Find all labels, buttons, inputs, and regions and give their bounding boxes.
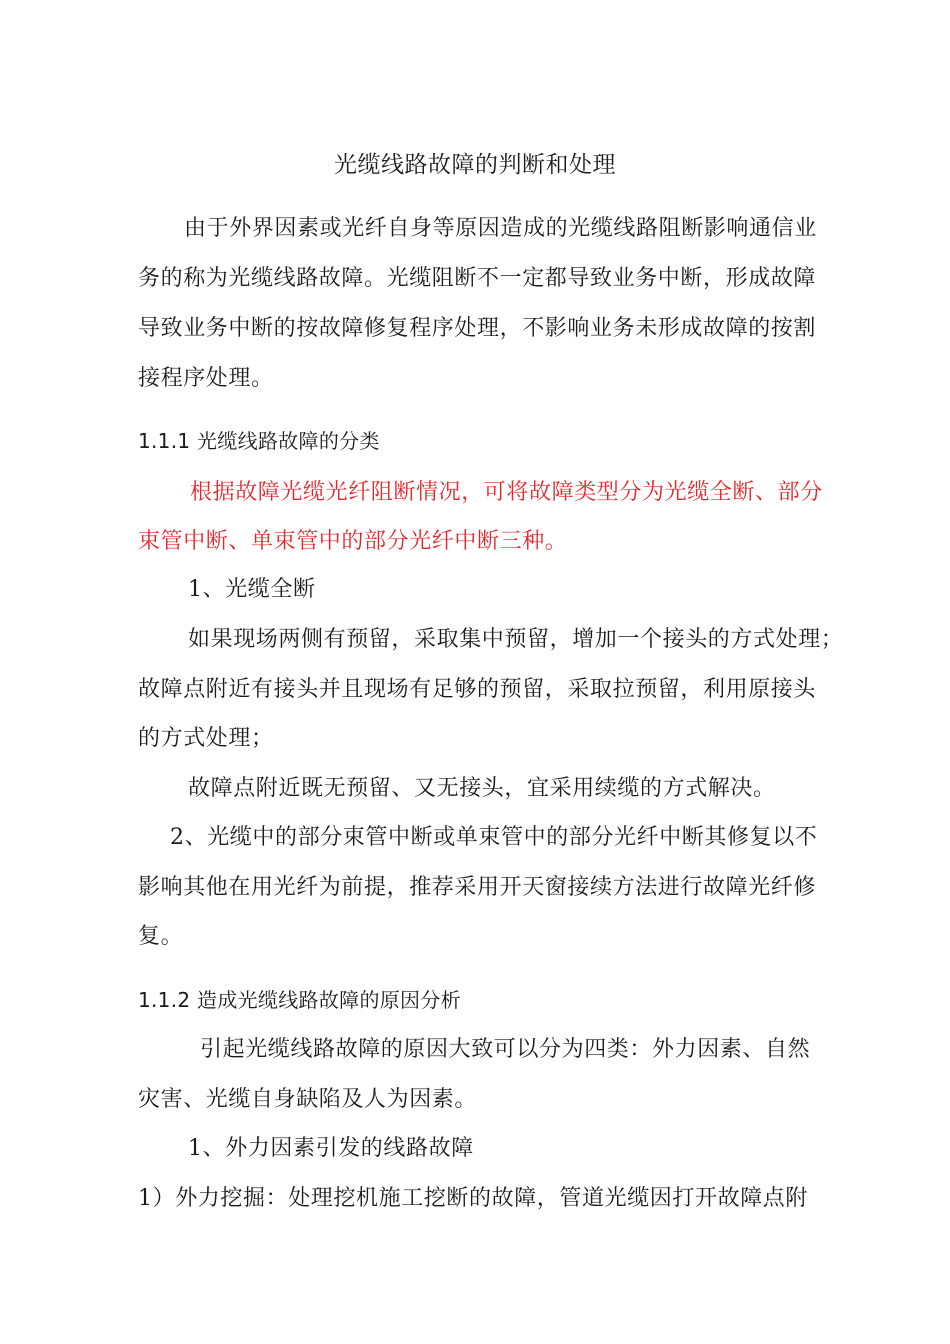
full-break-line-4: 故障点附近既无预留、又无接头，宜采用续缆的方式解决。 [188,776,776,801]
intro-line-1: 由于外界因素或光纤自身等原因造成的光缆线路阻断影响通信业 [184,216,817,241]
intro-line-2: 务的称为光缆线路故障。光缆阻断不一定都导致业务中断，形成故障 [138,266,817,291]
partial-break-line-3: 复。 [138,924,184,949]
full-break-line-1: 如果现场两侧有预留，采取集中预留，增加一个接头的方式处理； [188,627,844,652]
classification-red-line-1: 根据故障光缆光纤阻断情况，可将故障类型分为光缆全断、部分 [190,480,823,505]
full-break-line-2: 故障点附近有接头并且现场有足够的预留，采取拉预留，利用原接头 [138,677,817,702]
cause-intro-line-1: 引起光缆线路故障的原因大致可以分为四类：外力因素、自然 [200,1037,811,1062]
intro-line-4: 接程序处理。 [138,366,274,391]
item-full-break-title: 1、光缆全断 [188,577,316,602]
section-heading-1-1-2: 1.1.2 造成光缆线路故障的原因分析 [138,988,461,1012]
external-digging-line: 1）外力挖掘：处理挖机施工挖断的故障，管道光缆因打开故障点附 [138,1186,808,1211]
intro-line-3: 导致业务中断的按故障修复程序处理，不影响业务未形成故障的按割 [138,316,817,341]
full-break-line-3: 的方式处理； [138,726,274,751]
external-factor-title: 1、外力因素引发的线路故障 [188,1136,474,1161]
partial-break-line-2: 影响其他在用光纤为前提，推荐采用开天窗接续方法进行故障光纤修 [138,875,817,900]
document-title: 光缆线路故障的判断和处理 [334,152,616,178]
section-heading-1-1-1: 1.1.1 光缆线路故障的分类 [138,429,380,453]
cause-intro-line-2: 灾害、光缆自身缺陷及人为因素。 [138,1087,478,1112]
partial-break-line-1: 2、光缆中的部分束管中断或单束管中的部分光纤中断其修复以不 [170,825,818,850]
classification-red-line-2: 束管中断、单束管中的部分光纤中断三种。 [138,529,568,554]
